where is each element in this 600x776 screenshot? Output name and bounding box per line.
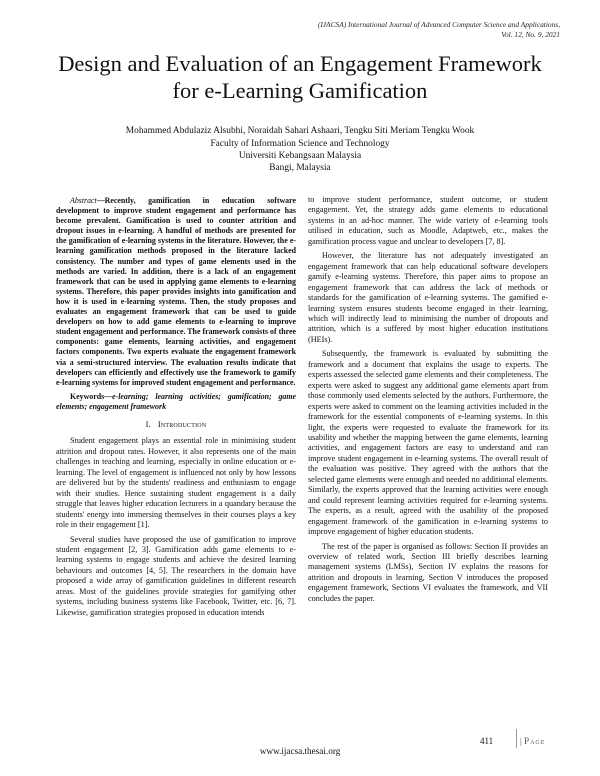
page-number: 411 bbox=[480, 736, 494, 746]
intro-paragraph-3: However, the literature has not adequately investigated an engagement framework that can help educational software developers gamify e-learning systems. Therefore, this paper aims to propose an engagement framework that can address the lack of methods or standards for the gamification of e-learning systems. The gamified e-learning system ensures students become engaged in their learning, which will indirectly lead to minimising the number of dropouts and attrition, which is a suffered by most higher education institutions (HEIs). bbox=[308, 251, 548, 344]
intro-paragraph-2: Several studies have proposed the use of gamification to improve student engagement [2, 3]. Gamification adds game elements to e-learning systems to engage students and achieve the desired learning behaviours and outcomes [4, 5]. The researchers in the domain have proposed a wide array of gamification guidelines in different research areas. Most of the guidelines provide strategies for gamifying other systems, including business systems like Facebook, Twitter, etc. [6, 7]. Likewise, gamification strategies proposed in education intends bbox=[56, 534, 296, 617]
section-title: Introduction bbox=[157, 419, 207, 429]
intro-paragraph-4: Subsequently, the framework is evaluated by submitting the framework and a document that explains the usage to experts. The experts assessed the selected game elements and their completeness. The experts were asked to suggest any additional game elements apart from those commonly used elements selected by the authors. Furthermore, the experts were asked to comment on the learning activities included in the framework for the essential components of e-learning systems. In this light, the experts were requested to evaluate the framework for its usability and whether the mapping between the game elements, learning activities, and engagement factors are easy to understand and can improve student engagement in e-learning systems. The overall result of the evaluation was positive. They agreed with the authors that the selected game elements were enough and needed no additional elements. Similarly, the experts approved that the learning activities were enough and could represent learning activities required for e-learning systems. The experts, as a result, agreed with the usability of the proposed engagement framework of the gamification in e-learning systems to improve engagement of higher education students. bbox=[308, 349, 548, 537]
abstract-text: Recently, gamification in education software development to improve student engagement and performance has become prevalent. Gamification is used to counter attrition and dropout issues in e-learning. A handful of methods are presented for the gamification of e-learning systems in the literature. However, the e-learning gamification methods proposed in the literature lacked consistency. The number and types of game elements used in the methods are varied. In addition, there is a lack of an engagement framework that can be used in applying game elements to e-learning systems. Therefore, this paper provides insights into gamification and how it is used in e-learning systems. Then, the study proposes and evaluates an engagement framework that can be used to guide developers on how to add game elements to e-learning to improve student engagement and performance. The framework consists of three components: game elements, learning activities, and engagement factors components. Two experts evaluate the engagement framework via a semi-structured interview. The evaluation results indicate that developers can efficiently and effectively use the framework to gamify e-learning systems for improved student engagement and performance. bbox=[56, 196, 296, 387]
abstract-label: Abstract bbox=[70, 196, 97, 205]
keywords-text: e-learning; learning activities; gamification; game elements; engagement framework bbox=[56, 391, 296, 411]
author-list: Mohammed Abdulaziz Alsubhi, Noraidah Sahari Ashaari, Tengku Siti Meriam Tengku Wook bbox=[125, 126, 475, 136]
keywords-label: Keywords bbox=[70, 391, 105, 401]
intro-paragraph-1: Student engagement plays an essential role in minimising student attrition and dropout rates. However, it also represents one of the main challenges in teaching and learning, especially in online education or e-learning. The level of engagement is influenced not only by how lessons are delivered but by the students' readiness and enthusiasm to engage with their studies. Hence sustaining student engagement is a daily struggle that leaves higher education lecturers in a quandary because the students' energy into immersing themselves in their courses plays a key role in their engagement [1]. bbox=[56, 436, 296, 530]
intro-paragraph-2-continued: to improve student performance, student outcome, or student engagement. Yet, the strategy adds game elements to educational systems in an ad-hoc manner. The wide variety of e-learning tools utilised in education, such as Moodle, Adaptweb, etc., makes the gamification process vague and unclear to developers [7, 8]. bbox=[308, 195, 548, 246]
keywords bbox=[56, 392, 296, 412]
running-header bbox=[200, 20, 560, 39]
section-number: I. bbox=[145, 419, 151, 429]
journal-volume: Vol. 12, No. 9, 2021 bbox=[501, 29, 560, 39]
affiliation-university: Universiti Kebangsaan Malaysia bbox=[238, 151, 362, 162]
abstract-dash: — bbox=[96, 196, 105, 205]
paper-title bbox=[40, 50, 560, 104]
affiliation-location: Bangi, Malaysia bbox=[269, 163, 331, 174]
page-label bbox=[520, 736, 545, 746]
affiliation-faculty: Faculty of Information Science and Technology bbox=[210, 139, 390, 149]
page-word: Page bbox=[524, 736, 546, 746]
keywords-dash: — bbox=[104, 391, 113, 401]
paper-title-line1: Design and Evaluation of an Engagement Framework bbox=[58, 51, 542, 76]
abstract bbox=[56, 196, 296, 388]
left-column bbox=[56, 196, 296, 622]
footer-url: www.ijacsa.thesai.org bbox=[259, 746, 341, 756]
section-heading-introduction bbox=[56, 420, 296, 430]
journal-name: (IJACSA) International Journal of Advanced Computer Science and Applications, bbox=[317, 20, 560, 29]
affiliation bbox=[40, 138, 560, 175]
intro-paragraph-5: The rest of the paper is organised as follows: Section II provides an overview of related work, Section III briefly describes learning management systems (LMSs), Section IV explains the reasons for attrition and dropouts in learning, Section V introduces the proposed engagement framework, Sections VI evaluates the framework, and VII concludes the paper. bbox=[308, 541, 548, 603]
page-separator: | bbox=[520, 736, 522, 746]
paper-title-line2: for e-Learning Gamification bbox=[172, 78, 428, 103]
right-column bbox=[308, 195, 548, 608]
